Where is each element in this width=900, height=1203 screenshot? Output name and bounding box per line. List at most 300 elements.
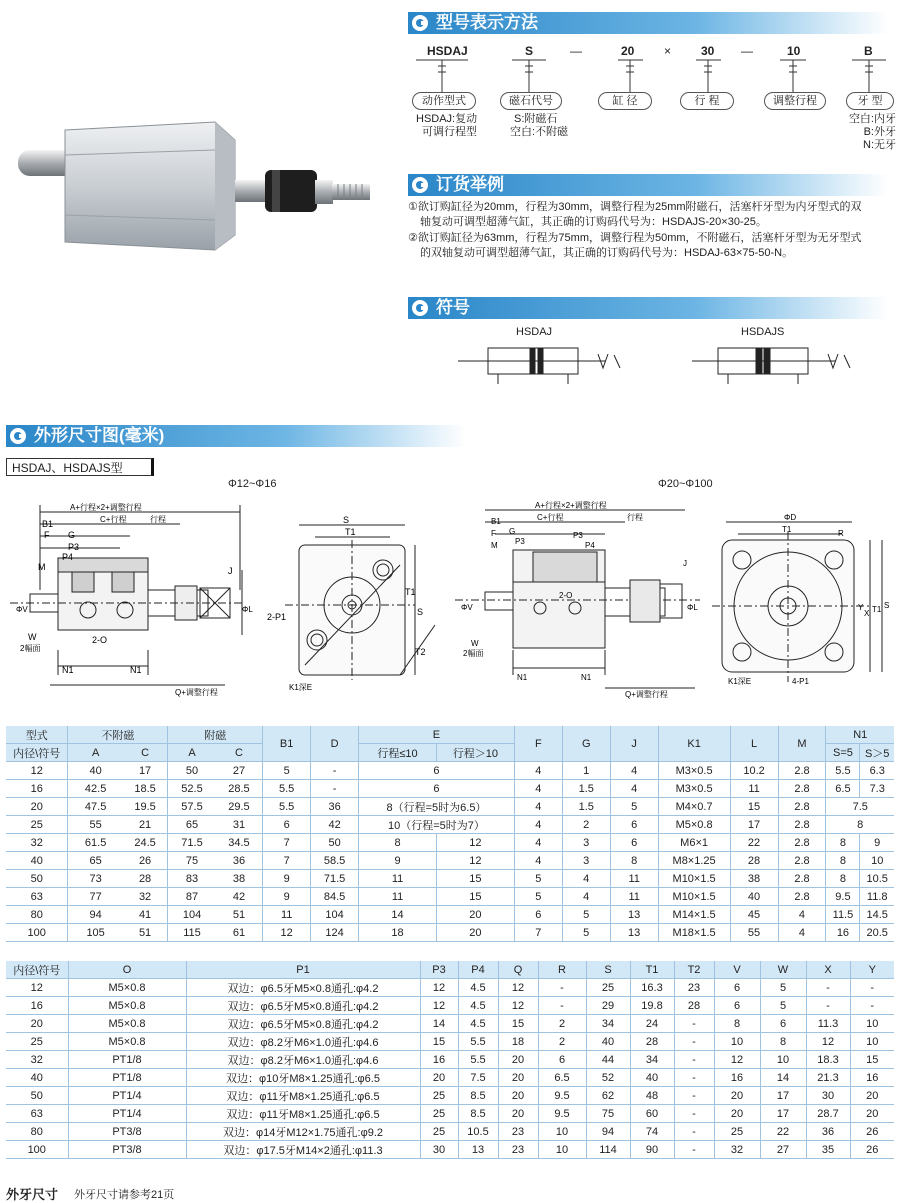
table-cell: 124: [311, 924, 359, 942]
table-cell: 2: [562, 816, 610, 834]
table-cell: 25: [6, 816, 68, 834]
table-cell: 15: [436, 888, 514, 906]
table-cell: 11: [610, 870, 658, 888]
table-cell: 41: [123, 906, 168, 924]
t2-header-cell: 内径\符号: [6, 961, 68, 979]
table-cell: M5×0.8: [68, 979, 186, 997]
lbl-g: G: [68, 530, 76, 540]
table-cell: 20: [6, 798, 68, 816]
table-cell: 15: [730, 798, 778, 816]
lbl-c: C+行程: [100, 515, 127, 524]
table-cell: 11.5: [826, 906, 860, 924]
table-cell: 16: [6, 997, 68, 1015]
table-cell: 1.5: [562, 798, 610, 816]
table-cell: 48: [630, 1087, 674, 1105]
table-cell: 20: [498, 1051, 538, 1069]
table-cell: 12: [6, 979, 68, 997]
drawing-small-end: [265, 515, 450, 695]
t1-h-c2: C: [216, 744, 263, 762]
table-cell: 12: [714, 1051, 760, 1069]
table-row: [6, 780, 894, 798]
table-cell: 10: [538, 1141, 586, 1159]
t1-h-f: F: [514, 726, 562, 762]
table-cell: 63: [6, 888, 68, 906]
table-cell: 双边：φ11牙M8×1.25通孔:φ6.5: [186, 1105, 420, 1123]
lbl-q: Q+调整行程: [175, 688, 218, 697]
label-adjust-stroke: 调整行程: [764, 92, 826, 110]
t1-h-b1: B1: [263, 726, 311, 762]
table-cell: 7: [263, 852, 311, 870]
table-cell: 8: [760, 1033, 806, 1051]
table-row: [6, 1105, 894, 1123]
table-cell: 5: [514, 870, 562, 888]
table-cell: 6: [359, 780, 515, 798]
dimension-table-2: [6, 961, 894, 1159]
lbl-stroke: 行程: [150, 515, 166, 524]
table-cell: 8: [610, 852, 658, 870]
lbl-p3-l: P3: [515, 537, 525, 546]
desc-line: HSDAJ:复动: [416, 113, 478, 125]
c-bullet-icon: [412, 15, 428, 31]
table-cell: 8: [826, 834, 860, 852]
section-dimensions: [6, 425, 466, 447]
table-cell: 25: [586, 979, 630, 997]
symbol-label-hsdajs: HSDAJS: [741, 326, 785, 338]
lbl-t1-end: T1: [782, 525, 792, 534]
table-cell: 50: [168, 762, 216, 780]
table-cell: 29: [586, 997, 630, 1015]
table-cell: 5: [562, 906, 610, 924]
t1-h-s5p: S＞5: [860, 744, 894, 762]
table-cell: 17: [123, 762, 168, 780]
t1-h-e: E: [359, 726, 515, 744]
table-cell: 7.5: [826, 798, 894, 816]
table-cell: 18.5: [123, 780, 168, 798]
table-cell: 20: [714, 1087, 760, 1105]
table-cell: 65: [68, 852, 123, 870]
table-cell: 9: [263, 888, 311, 906]
table-cell: 20: [498, 1087, 538, 1105]
table-cell: 24: [630, 1015, 674, 1033]
lbl-t1-end-side: T1: [872, 605, 882, 614]
t1-h-n1: N1: [826, 726, 894, 744]
table-cell: 双边：φ6.5牙M5×0.8通孔:φ4.2: [186, 997, 420, 1015]
lbl-m: M: [38, 562, 46, 572]
table-cell: 6: [610, 834, 658, 852]
table-cell: 10.2: [730, 762, 778, 780]
table-cell: 28.5: [216, 780, 263, 798]
table-cell: 42: [311, 816, 359, 834]
table-cell: PT1/4: [68, 1087, 186, 1105]
table-cell: 57.5: [168, 798, 216, 816]
code-part-stroke: 30: [701, 44, 715, 58]
table-cell: 40: [730, 888, 778, 906]
lbl-v: ΦV: [16, 605, 28, 614]
table-cell: 4: [514, 762, 562, 780]
section-model-code: [408, 12, 888, 34]
table-cell: 36: [311, 798, 359, 816]
table-cell: 13: [610, 906, 658, 924]
table-cell: 28: [123, 870, 168, 888]
code-part-adjust: 10: [787, 44, 801, 58]
t2-header: [6, 961, 894, 979]
table-cell: 20: [436, 924, 514, 942]
table-cell: 1: [562, 762, 610, 780]
table-row: [6, 852, 894, 870]
table-cell: 55: [68, 816, 123, 834]
table-cell: 17: [730, 816, 778, 834]
table-cell: 5: [562, 924, 610, 942]
table-cell: -: [850, 979, 894, 997]
table-cell: 94: [68, 906, 123, 924]
t2-header-cell: T1: [630, 961, 674, 979]
lbl-o-l: 2-O: [559, 591, 573, 600]
table-cell: 2: [538, 1015, 586, 1033]
table-row: [6, 888, 894, 906]
table-cell: PT1/8: [68, 1069, 186, 1087]
lbl-r: R: [838, 529, 844, 538]
table-cell: 11: [359, 870, 437, 888]
table-cell: 12: [420, 997, 458, 1015]
table-cell: PT3/8: [68, 1123, 186, 1141]
table-cell: 6.3: [860, 762, 894, 780]
table-cell: 29.5: [216, 798, 263, 816]
lbl-total-l: A+行程×2+调整行程: [535, 501, 607, 510]
table-cell: 50: [311, 834, 359, 852]
lbl-p1: 2-P1: [267, 612, 287, 622]
table-cell: M4×0.7: [658, 798, 730, 816]
table-cell: 6: [538, 1051, 586, 1069]
lbl-p3-r: P3: [573, 531, 583, 540]
table-cell: 10: [850, 1015, 894, 1033]
table-cell: 2.8: [778, 780, 826, 798]
t2-header-cell: S: [586, 961, 630, 979]
t1-h-nomag: 不附磁: [68, 726, 168, 744]
table-cell: 77: [68, 888, 123, 906]
table-cell: 5.5: [263, 798, 311, 816]
lbl-m-l: M: [491, 541, 498, 550]
table-cell: 8.5: [458, 1087, 498, 1105]
table-cell: 34.5: [216, 834, 263, 852]
t2-header-cell: X: [806, 961, 850, 979]
table-cell: 105: [68, 924, 123, 942]
table-cell: -: [674, 1033, 714, 1051]
lbl-n1-l2: N1: [581, 673, 592, 682]
t2-header-cell: P3: [420, 961, 458, 979]
code-part-bore: 20: [621, 44, 635, 58]
label-magnet-code: 磁石代号: [500, 92, 562, 110]
table-cell: 18: [498, 1033, 538, 1051]
table-cell: 9.5: [826, 888, 860, 906]
section-title: 订货举例: [436, 175, 504, 194]
lbl-n1-l1: N1: [517, 673, 528, 682]
table-cell: -: [311, 780, 359, 798]
table-cell: 38: [216, 870, 263, 888]
table-cell: 12: [436, 834, 514, 852]
table-cell: 25: [420, 1105, 458, 1123]
table-cell: 双边：φ8.2牙M6×1.0通孔:φ4.6: [186, 1051, 420, 1069]
table-cell: 15: [436, 870, 514, 888]
lbl-l: ΦL: [242, 605, 253, 614]
table-cell: -: [674, 1141, 714, 1159]
order-line-2: 轴复动可调型超薄气缸，其正确的订购码代号为：HSDAJS-20×30-25。: [420, 216, 767, 228]
model-code-diagram: [408, 38, 898, 150]
table-cell: M10×1.5: [658, 888, 730, 906]
table-cell: 9: [359, 852, 437, 870]
lbl-t2: T2: [415, 647, 426, 657]
table-cell: 9: [860, 834, 894, 852]
table-cell: 73: [68, 870, 123, 888]
table-cell: 61: [216, 924, 263, 942]
table-cell: 44: [586, 1051, 630, 1069]
table-cell: 12: [498, 979, 538, 997]
table-cell: 11.8: [860, 888, 894, 906]
table-cell: 6: [760, 1015, 806, 1033]
table-row: [6, 816, 894, 834]
range-large: Φ20~Φ100: [658, 478, 713, 490]
table-cell: 27: [760, 1141, 806, 1159]
lbl-k1: K1深E: [289, 683, 313, 692]
lbl-stroke-l: 行程: [627, 513, 643, 522]
lbl-s: S: [343, 515, 350, 525]
table-cell: 20: [420, 1069, 458, 1087]
table-cell: 7: [263, 834, 311, 852]
code-part-action: HSDAJ: [427, 44, 468, 58]
t1-h-g: G: [562, 726, 610, 762]
lbl-x: X: [864, 609, 870, 618]
section-title: 外形尺寸图(毫米): [34, 426, 165, 445]
table-cell: 6: [263, 816, 311, 834]
table-cell: 4.5: [458, 1015, 498, 1033]
c-bullet-icon: [412, 177, 428, 193]
drawing-large-end: [712, 512, 897, 690]
pneumatic-symbols: [458, 338, 898, 388]
table-cell: 26: [850, 1123, 894, 1141]
t2-header-cell: V: [714, 961, 760, 979]
table-cell: 30: [806, 1087, 850, 1105]
lbl-k1-end: K1深E: [728, 677, 752, 686]
table-cell: 10: [538, 1123, 586, 1141]
table-cell: 5.5: [458, 1051, 498, 1069]
lbl-l-l: ΦL: [687, 603, 698, 612]
table-cell: 3: [562, 852, 610, 870]
table-cell: PT3/8: [68, 1141, 186, 1159]
table-cell: 6: [359, 762, 515, 780]
table-cell: 8（行程=5时为6.5）: [359, 798, 515, 816]
table-cell: 36: [216, 852, 263, 870]
table-cell: 40: [630, 1069, 674, 1087]
lbl-w: W: [28, 632, 37, 642]
table-cell: 100: [6, 924, 68, 942]
table-cell: 17: [760, 1105, 806, 1123]
table-cell: 双边：φ17.5牙M14×2通孔:φ11.3: [186, 1141, 420, 1159]
table-cell: 25: [6, 1033, 68, 1051]
table-cell: 40: [6, 852, 68, 870]
table-cell: 20: [436, 906, 514, 924]
table-cell: 63: [6, 1105, 68, 1123]
lbl-v-l: ΦV: [461, 603, 473, 612]
table-cell: 8: [826, 852, 860, 870]
table-cell: 58.5: [311, 852, 359, 870]
code-sep-2: ×: [664, 44, 672, 58]
table-cell: 75: [168, 852, 216, 870]
desc-line: S:附磁石: [514, 113, 558, 125]
table-cell: -: [674, 1069, 714, 1087]
table-row: [6, 924, 894, 942]
table-cell: 13: [458, 1141, 498, 1159]
table-cell: -: [806, 979, 850, 997]
table-row: [6, 762, 894, 780]
table-cell: 90: [630, 1141, 674, 1159]
range-small: Φ12~Φ16: [228, 478, 277, 490]
code-sep-1: —: [570, 44, 582, 58]
table-cell: 28: [630, 1033, 674, 1051]
t1-h-s5: S=5: [826, 744, 860, 762]
table-cell: 4: [610, 780, 658, 798]
table-cell: 8: [359, 834, 437, 852]
table-cell: 14: [760, 1069, 806, 1087]
table-cell: 45: [730, 906, 778, 924]
table-cell: 10（行程=5时为7）: [359, 816, 515, 834]
table-cell: 8: [714, 1015, 760, 1033]
table-cell: 87: [168, 888, 216, 906]
table-cell: 74: [630, 1123, 674, 1141]
table-cell: 32: [6, 834, 68, 852]
t1-h-type: 型式: [6, 726, 68, 744]
code-sep-3: —: [741, 44, 753, 58]
table-cell: 5.5: [263, 780, 311, 798]
table-row: [6, 1087, 894, 1105]
table-cell: 25: [714, 1123, 760, 1141]
type-tag: HSDAJ、HSDAJS型: [6, 458, 154, 476]
table-cell: 22: [760, 1123, 806, 1141]
lbl-f: F: [44, 530, 50, 540]
table-cell: 12: [263, 924, 311, 942]
table-cell: 40: [6, 1069, 68, 1087]
table-cell: 20: [850, 1105, 894, 1123]
table-row: [6, 997, 894, 1015]
order-line-4: 的双轴复动可调型超薄气缸，其正确的订购码代号为：HSDAJ-63×75-50-N。: [420, 247, 794, 259]
t2-header-cell: Y: [850, 961, 894, 979]
lbl-c-l: C+行程: [537, 513, 564, 522]
table-cell: 20.5: [860, 924, 894, 942]
lbl-j: J: [228, 566, 233, 576]
table-cell: 4: [562, 870, 610, 888]
table-cell: 17: [760, 1087, 806, 1105]
table-cell: 80: [6, 1123, 68, 1141]
table-cell: 32: [123, 888, 168, 906]
table-cell: 5: [263, 762, 311, 780]
table-cell: 16: [420, 1051, 458, 1069]
table-cell: 26: [850, 1141, 894, 1159]
lbl-p3: P3: [68, 542, 80, 552]
lbl-t1-side: T1: [405, 587, 416, 597]
table-cell: -: [806, 997, 850, 1015]
table-cell: 42: [216, 888, 263, 906]
table-cell: 5.5: [458, 1033, 498, 1051]
table-cell: 双边：φ14牙M12×1.75通孔:φ9.2: [186, 1123, 420, 1141]
table-cell: 10: [714, 1033, 760, 1051]
table-cell: 15: [498, 1015, 538, 1033]
lbl-b1: B1: [42, 519, 54, 529]
table-cell: 18.3: [806, 1051, 850, 1069]
table-cell: 94: [586, 1123, 630, 1141]
order-line-1: ①欲订购缸径为20mm，行程为30mm，调整行程为25mm附磁石，活塞杆牙型为内牙型式的双: [408, 201, 862, 213]
desc-magnet: [510, 113, 568, 139]
table-cell: 51: [216, 906, 263, 924]
table-cell: 3: [562, 834, 610, 852]
table-cell: 16: [6, 780, 68, 798]
table-cell: 13: [610, 924, 658, 942]
t2-header-cell: Q: [498, 961, 538, 979]
table-row: [6, 798, 894, 816]
table-cell: M5×0.8: [68, 1033, 186, 1051]
table-cell: -: [674, 1105, 714, 1123]
lbl-b1-l: B1: [491, 517, 501, 526]
table-cell: 20: [498, 1069, 538, 1087]
table-cell: 19.5: [123, 798, 168, 816]
table-cell: 11.3: [806, 1015, 850, 1033]
lbl-p4-l: P4: [585, 541, 595, 550]
table-cell: 6: [714, 979, 760, 997]
table-cell: 7.5: [458, 1069, 498, 1087]
table-cell: 10: [860, 852, 894, 870]
t1-h-c1: C: [123, 744, 168, 762]
table-cell: 35: [806, 1141, 850, 1159]
table-row: [6, 1123, 894, 1141]
t1-h-a1: A: [68, 744, 123, 762]
table-cell: 26: [123, 852, 168, 870]
table-cell: 84.5: [311, 888, 359, 906]
lbl-p1-end: 4-P1: [792, 677, 809, 686]
table-cell: 2.8: [778, 852, 826, 870]
table-cell: 28: [674, 997, 714, 1015]
table-cell: 51: [123, 924, 168, 942]
table-cell: 104: [168, 906, 216, 924]
table-cell: 1.5: [562, 780, 610, 798]
lbl-s-side: S: [417, 607, 424, 617]
table-cell: 11: [359, 888, 437, 906]
table-row: [6, 1141, 894, 1159]
table-row: [6, 979, 894, 997]
table-cell: 100: [6, 1141, 68, 1159]
table-cell: M8×1.25: [658, 852, 730, 870]
table-cell: 11: [730, 780, 778, 798]
table-cell: 12: [498, 997, 538, 1015]
table-row: [6, 870, 894, 888]
table-cell: 115: [168, 924, 216, 942]
table-cell: -: [850, 997, 894, 1015]
lbl-total: A+行程×2+调整行程: [70, 503, 142, 512]
table-cell: 2.8: [778, 834, 826, 852]
table-cell: -: [311, 762, 359, 780]
t1-h-e2: 行程＞10: [436, 744, 514, 762]
table-cell: 16: [850, 1069, 894, 1087]
t1-h-d: D: [311, 726, 359, 762]
table-cell: 双边：φ6.5牙M5×0.8通孔:φ4.2: [186, 979, 420, 997]
t1-body: [6, 762, 894, 942]
table-row: [6, 1069, 894, 1087]
table-cell: 6: [514, 906, 562, 924]
table-cell: 71.5: [311, 870, 359, 888]
table-cell: 20: [850, 1087, 894, 1105]
table-cell: 5: [760, 979, 806, 997]
table-cell: 15: [420, 1033, 458, 1051]
table-cell: -: [674, 1123, 714, 1141]
table-cell: 双边：φ6.5牙M5×0.8通孔:φ4.2: [186, 1015, 420, 1033]
footer-title: 外牙尺寸: [6, 1187, 59, 1202]
lbl-flats-l: 2幅面: [463, 649, 484, 658]
